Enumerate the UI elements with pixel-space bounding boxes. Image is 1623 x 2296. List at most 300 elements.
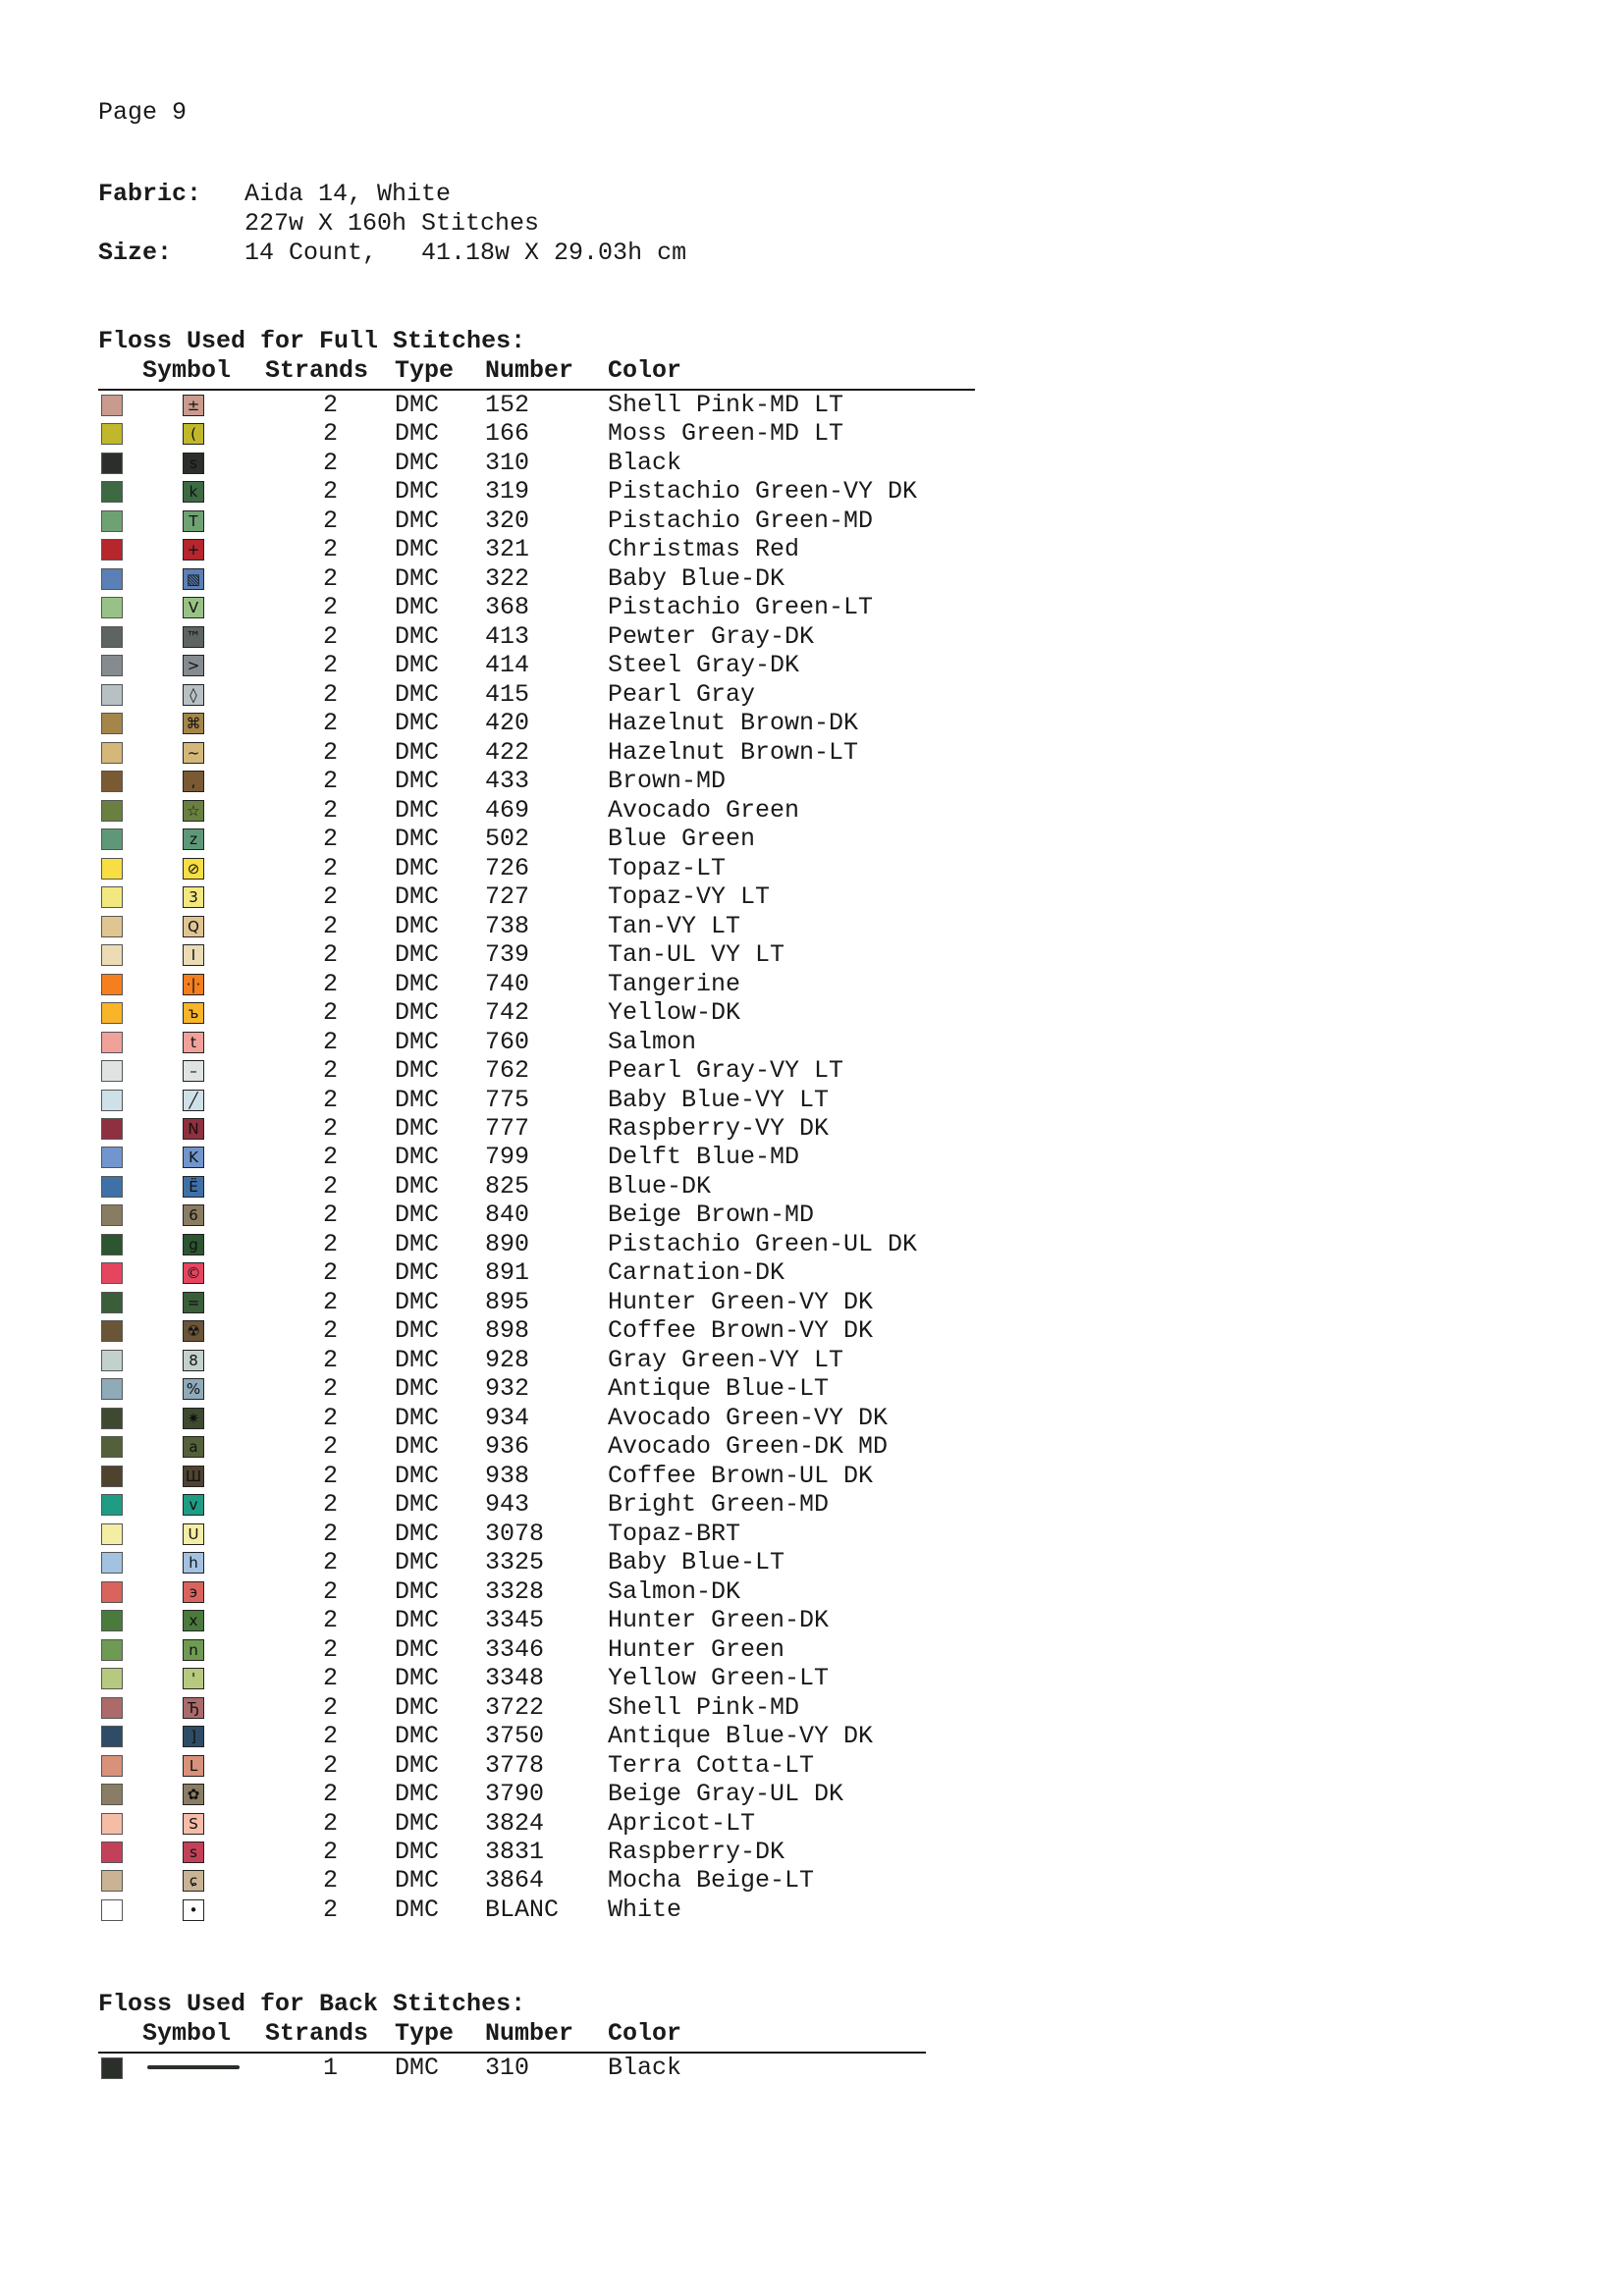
size-value: 14 Count, 41.18w X 29.03h cm [244, 239, 687, 267]
floss-row [0, 1086, 982, 1115]
color-name: Blue-DK [608, 1171, 712, 1201]
strands-value: 2 [322, 1027, 338, 1056]
type-value: DMC [395, 853, 440, 882]
number-value: 740 [485, 969, 530, 998]
floss-row [0, 1577, 982, 1607]
stitch-symbol: = [183, 1292, 204, 1313]
floss-row [0, 1143, 982, 1172]
number-value: 3778 [485, 1750, 545, 1780]
color-name: Beige Brown-MD [608, 1201, 815, 1230]
stitch-symbol: L [183, 1755, 204, 1777]
strands-value: 2 [322, 477, 338, 507]
color-swatch [101, 1320, 123, 1342]
type-value: DMC [395, 506, 440, 535]
number-value: 777 [485, 1114, 530, 1143]
type-value: DMC [395, 1519, 440, 1548]
color-name: Terra Cotta-LT [608, 1750, 815, 1780]
color-name: Tan-VY LT [608, 911, 741, 940]
color-swatch [101, 800, 123, 822]
stitch-symbol: ( [183, 423, 204, 445]
stitch-symbol: ' [183, 1668, 204, 1689]
stitch-symbol: Ш [183, 1466, 204, 1487]
strands-value: 2 [322, 448, 338, 477]
strands-value: 2 [322, 1114, 338, 1143]
number-value: 420 [485, 709, 530, 738]
number-value: 727 [485, 882, 530, 912]
color-name: Coffee Brown-UL DK [608, 1461, 874, 1490]
strands-value: 2 [322, 1780, 338, 1809]
color-name: Avocado Green-VY DK [608, 1403, 889, 1432]
floss-row [0, 1056, 982, 1086]
number-value: 938 [485, 1461, 530, 1490]
number-value: 502 [485, 825, 530, 854]
floss-row [0, 1404, 982, 1433]
type-value: DMC [395, 535, 440, 564]
stitch-symbol: ☆ [183, 800, 204, 822]
type-value: DMC [395, 1085, 440, 1114]
type-value: DMC [395, 1287, 440, 1316]
number-value: 433 [485, 767, 530, 796]
header-color: Color [608, 356, 682, 385]
strands-value: 2 [322, 419, 338, 449]
color-swatch [101, 1090, 123, 1111]
color-name: Pistachio Green-LT [608, 593, 874, 622]
stitch-symbol: ◊ [183, 684, 204, 706]
type-value: DMC [395, 882, 440, 912]
strands-value: 2 [322, 1403, 338, 1432]
number-value: 3722 [485, 1692, 545, 1722]
floss-row [0, 1288, 982, 1317]
stitch-symbol: K [183, 1147, 204, 1168]
floss-row [0, 1838, 982, 1867]
color-name: Bright Green-MD [608, 1490, 830, 1520]
stitch-symbol: ɕ [183, 1870, 204, 1892]
color-swatch [101, 1118, 123, 1140]
strands-value: 2 [322, 1692, 338, 1722]
type-value: DMC [395, 1143, 440, 1172]
floss-row [0, 1114, 982, 1144]
fabric-value: Aida 14, White [244, 180, 452, 208]
color-swatch [101, 1813, 123, 1835]
color-name: Brown-MD [608, 767, 727, 796]
color-name: Pearl Gray-VY LT [608, 1056, 844, 1086]
number-value: 799 [485, 1143, 530, 1172]
floss-row [0, 1490, 982, 1520]
type-value: DMC [395, 1056, 440, 1086]
color-name: Pewter Gray-DK [608, 621, 815, 651]
color-name: Coffee Brown-VY DK [608, 1316, 874, 1346]
floss-row [0, 1722, 982, 1751]
type-value: DMC [395, 1692, 440, 1722]
number-value: 898 [485, 1316, 530, 1346]
color-name: Moss Green-MD LT [608, 419, 844, 449]
type-value: DMC [395, 1866, 440, 1896]
floss-row [0, 2054, 982, 2083]
number-value: 738 [485, 911, 530, 940]
strands-value: 2 [322, 1808, 338, 1838]
type-value: DMC [395, 825, 440, 854]
header-symbol: Symbol [142, 356, 232, 385]
type-value: DMC [395, 1780, 440, 1809]
number-value: 825 [485, 1171, 530, 1201]
color-name: Avocado Green-DK MD [608, 1432, 889, 1462]
number-value: 932 [485, 1374, 530, 1404]
floss-row [0, 507, 982, 536]
color-swatch [101, 1292, 123, 1313]
number-value: 321 [485, 535, 530, 564]
floss-row [0, 1548, 982, 1577]
color-name: Delft Blue-MD [608, 1143, 800, 1172]
type-value: DMC [395, 1634, 440, 1664]
color-name: Baby Blue-DK [608, 563, 785, 593]
number-value: 3831 [485, 1838, 545, 1866]
color-swatch [101, 1755, 123, 1777]
type-value: DMC [395, 1461, 440, 1490]
type-value: DMC [395, 419, 440, 449]
type-value: DMC [395, 1722, 440, 1751]
stitch-symbol: ± [183, 395, 204, 416]
strands-value: 2 [322, 795, 338, 825]
type-value: DMC [395, 1664, 440, 1693]
color-name: Blue Green [608, 825, 756, 854]
color-name: Salmon-DK [608, 1576, 741, 1606]
strands-value: 2 [322, 825, 338, 854]
number-value: 322 [485, 563, 530, 593]
floss-row [0, 1751, 982, 1781]
stitch-symbol: ~ [183, 742, 204, 764]
color-swatch [101, 1784, 123, 1805]
strands-value: 2 [322, 969, 338, 998]
type-value: DMC [395, 1432, 440, 1462]
floss-row [0, 1316, 982, 1346]
type-value: DMC [395, 1201, 440, 1230]
type-value: DMC [395, 477, 440, 507]
color-swatch [101, 974, 123, 995]
type-value: DMC [395, 1114, 440, 1143]
type-value: DMC [395, 998, 440, 1028]
color-swatch [101, 2057, 123, 2079]
type-value: DMC [395, 1838, 440, 1866]
floss-row [0, 1693, 982, 1723]
floss-row [0, 680, 982, 710]
color-name: Mocha Beige-LT [608, 1866, 815, 1896]
number-value: 775 [485, 1085, 530, 1114]
type-value: DMC [395, 767, 440, 796]
floss-row [0, 825, 982, 854]
type-value: DMC [395, 1606, 440, 1635]
strands-value: 2 [322, 1287, 338, 1316]
strands-value: 2 [322, 1490, 338, 1520]
type-value: DMC [395, 679, 440, 709]
number-value: BLANC [485, 1895, 560, 1924]
color-swatch [101, 1234, 123, 1255]
stitch-symbol: – [183, 1060, 204, 1082]
color-swatch [101, 1610, 123, 1631]
strands-value: 2 [322, 911, 338, 940]
stitch-symbol: • [183, 1899, 204, 1921]
color-swatch [101, 395, 123, 416]
floss-row [0, 593, 982, 622]
strands-value: 2 [322, 535, 338, 564]
color-swatch [101, 655, 123, 676]
strands-value: 2 [322, 1201, 338, 1230]
stitch-symbol: Ë [183, 1176, 204, 1198]
fabric-label: Fabric: [98, 180, 202, 208]
number-value: 936 [485, 1432, 530, 1462]
header-type: Type [395, 356, 455, 385]
strands-value: 2 [322, 1374, 338, 1404]
page-label: Page 9 [98, 98, 188, 127]
floss-row [0, 449, 982, 478]
color-swatch [101, 1350, 123, 1371]
strands-value: 2 [322, 940, 338, 970]
color-name: Beige Gray-UL DK [608, 1780, 844, 1809]
color-swatch [101, 1032, 123, 1053]
floss-row [0, 1664, 982, 1693]
color-swatch [101, 1639, 123, 1661]
floss-row [0, 1462, 982, 1491]
strands-value: 2 [322, 737, 338, 767]
number-value: 739 [485, 940, 530, 970]
header-color: Color [608, 2019, 682, 2048]
type-value: DMC [395, 1345, 440, 1374]
color-name: Antique Blue-LT [608, 1374, 830, 1404]
strands-value: 2 [322, 1461, 338, 1490]
floss-row [0, 767, 982, 796]
type-value: DMC [395, 1374, 440, 1404]
number-value: 3345 [485, 1606, 545, 1635]
color-swatch [101, 1176, 123, 1198]
color-name: Black [608, 448, 682, 477]
stitch-symbol: U [183, 1523, 204, 1545]
number-value: 310 [485, 448, 530, 477]
color-swatch [101, 1436, 123, 1458]
stitch-symbol: t [183, 1032, 204, 1053]
strands-value: 2 [322, 853, 338, 882]
color-swatch [101, 568, 123, 590]
number-value: 3790 [485, 1780, 545, 1809]
stitch-symbol: N [183, 1118, 204, 1140]
floss-row [0, 1230, 982, 1259]
type-value: DMC [395, 1895, 440, 1924]
size-label: Size: [98, 239, 173, 267]
strands-value: 2 [322, 1229, 338, 1258]
color-swatch [101, 1147, 123, 1168]
header-number: Number [485, 2019, 574, 2048]
type-value: DMC [395, 1027, 440, 1056]
stitch-symbol: ⌘ [183, 713, 204, 734]
floss-row [0, 477, 982, 507]
strands-value: 2 [322, 998, 338, 1028]
color-swatch [101, 1697, 123, 1719]
color-swatch [101, 423, 123, 445]
stitch-symbol: z [183, 828, 204, 850]
number-value: 166 [485, 419, 530, 449]
number-value: 934 [485, 1403, 530, 1432]
number-value: 469 [485, 795, 530, 825]
color-name: Baby Blue-VY LT [608, 1085, 830, 1114]
stitch-symbol: n [183, 1639, 204, 1661]
color-name: Baby Blue-LT [608, 1548, 785, 1577]
number-value: 891 [485, 1258, 530, 1288]
header-symbol: Symbol [142, 2019, 232, 2048]
strands-value: 2 [322, 1750, 338, 1780]
strands-value: 2 [322, 1085, 338, 1114]
stitch-symbol: ·|· [183, 974, 204, 995]
stitch-symbol: x [183, 1610, 204, 1631]
type-value: DMC [395, 448, 440, 477]
floss-row [0, 1432, 982, 1462]
color-name: Hazelnut Brown-DK [608, 709, 859, 738]
stitch-symbol: ъ [183, 1002, 204, 1024]
stitch-symbol: s [183, 1842, 204, 1863]
strands-value: 2 [322, 563, 338, 593]
floss-row [0, 1201, 982, 1230]
strands-value: 2 [322, 1316, 338, 1346]
header-strands: Strands [265, 356, 369, 385]
floss-row [0, 854, 982, 883]
color-name: Hunter Green-DK [608, 1606, 830, 1635]
color-name: Shell Pink-MD LT [608, 391, 844, 419]
color-swatch [101, 1523, 123, 1545]
strands-value: 2 [322, 1722, 338, 1751]
type-value: DMC [395, 1171, 440, 1201]
strands-value: 2 [322, 1606, 338, 1635]
strands-value: 2 [322, 1548, 338, 1577]
color-swatch [101, 771, 123, 792]
number-value: 413 [485, 621, 530, 651]
strands-value: 2 [322, 1838, 338, 1866]
number-value: 3328 [485, 1576, 545, 1606]
strands-value: 2 [322, 882, 338, 912]
color-name: Antique Blue-VY DK [608, 1722, 874, 1751]
floss-row [0, 419, 982, 449]
type-value: DMC [395, 2054, 440, 2082]
stitch-symbol: ☢ [183, 1320, 204, 1342]
floss-row [0, 1258, 982, 1288]
strands-value: 2 [322, 1634, 338, 1664]
stitch-symbol: I [183, 944, 204, 966]
color-name: Topaz-BRT [608, 1519, 741, 1548]
color-swatch [101, 916, 123, 937]
stitch-symbol: s [183, 453, 204, 474]
strands-value: 2 [322, 1576, 338, 1606]
strands-value: 2 [322, 1171, 338, 1201]
strands-value: 2 [322, 1866, 338, 1896]
floss-row [0, 912, 982, 941]
type-value: DMC [395, 651, 440, 680]
number-value: 3346 [485, 1634, 545, 1664]
strands-value: 2 [322, 651, 338, 680]
color-name: Pistachio Green-VY DK [608, 477, 918, 507]
floss-row [0, 651, 982, 680]
color-swatch [101, 944, 123, 966]
stitch-symbol: ™ [183, 626, 204, 648]
color-name: Black [608, 2054, 682, 2082]
strands-value: 2 [322, 709, 338, 738]
stitch-symbol: ✷ [183, 1408, 204, 1429]
color-name: Salmon [608, 1027, 697, 1056]
floss-row [0, 738, 982, 768]
stitch-symbol: Q [183, 916, 204, 937]
stitch-symbol: h [183, 1552, 204, 1574]
back-stitches-title: Floss Used for Back Stitches: [98, 1990, 526, 2018]
stitch-symbol: э [183, 1581, 204, 1603]
color-swatch [101, 1408, 123, 1429]
color-name: Raspberry-VY DK [608, 1114, 830, 1143]
stitch-symbol: v [183, 1494, 204, 1516]
number-value: 319 [485, 477, 530, 507]
color-name: Tangerine [608, 969, 741, 998]
number-value: 762 [485, 1056, 530, 1086]
type-value: DMC [395, 709, 440, 738]
floss-row [0, 1172, 982, 1201]
number-value: 840 [485, 1201, 530, 1230]
fabric-stitches: 227w X 160h Stitches [244, 209, 540, 238]
type-value: DMC [395, 593, 440, 622]
color-swatch [101, 828, 123, 850]
color-swatch [101, 1494, 123, 1516]
floss-row [0, 1896, 982, 1925]
floss-row [0, 1346, 982, 1375]
type-value: DMC [395, 969, 440, 998]
type-value: DMC [395, 737, 440, 767]
floss-row [0, 1606, 982, 1635]
type-value: DMC [395, 940, 440, 970]
strands-value: 2 [322, 1258, 338, 1288]
strands-value: 2 [322, 1895, 338, 1924]
color-swatch [101, 1842, 123, 1863]
stitch-symbol: S [183, 1813, 204, 1835]
floss-row [0, 796, 982, 826]
strands-value: 2 [322, 767, 338, 796]
stitch-symbol: ✿ [183, 1784, 204, 1805]
color-swatch [101, 453, 123, 474]
floss-row [0, 1374, 982, 1404]
color-name: Topaz-LT [608, 853, 727, 882]
stitch-symbol: 8 [183, 1350, 204, 1371]
stitch-symbol: 3 [183, 886, 204, 908]
color-swatch [101, 1726, 123, 1747]
color-name: Shell Pink-MD [608, 1692, 800, 1722]
color-swatch [101, 1060, 123, 1082]
strands-value: 2 [322, 1345, 338, 1374]
type-value: DMC [395, 621, 440, 651]
color-swatch [101, 1262, 123, 1284]
backstitch-line-symbol [147, 2065, 240, 2069]
number-value: 3864 [485, 1866, 545, 1896]
color-name: Pearl Gray [608, 679, 756, 709]
number-value: 742 [485, 998, 530, 1028]
strands-value: 2 [322, 593, 338, 622]
number-value: 414 [485, 651, 530, 680]
stitch-symbol: % [183, 1378, 204, 1400]
stitch-symbol: ▧ [183, 568, 204, 590]
strands-value: 2 [322, 1664, 338, 1693]
color-name: Hunter Green-VY DK [608, 1287, 874, 1316]
number-value: 943 [485, 1490, 530, 1520]
color-swatch [101, 858, 123, 880]
number-value: 310 [485, 2054, 530, 2082]
color-swatch [101, 1870, 123, 1892]
color-swatch [101, 481, 123, 503]
stitch-symbol: 6 [183, 1204, 204, 1226]
color-swatch [101, 742, 123, 764]
color-name: Carnation-DK [608, 1258, 785, 1288]
floss-row [0, 1809, 982, 1839]
color-swatch [101, 1002, 123, 1024]
strands-value: 2 [322, 1432, 338, 1462]
